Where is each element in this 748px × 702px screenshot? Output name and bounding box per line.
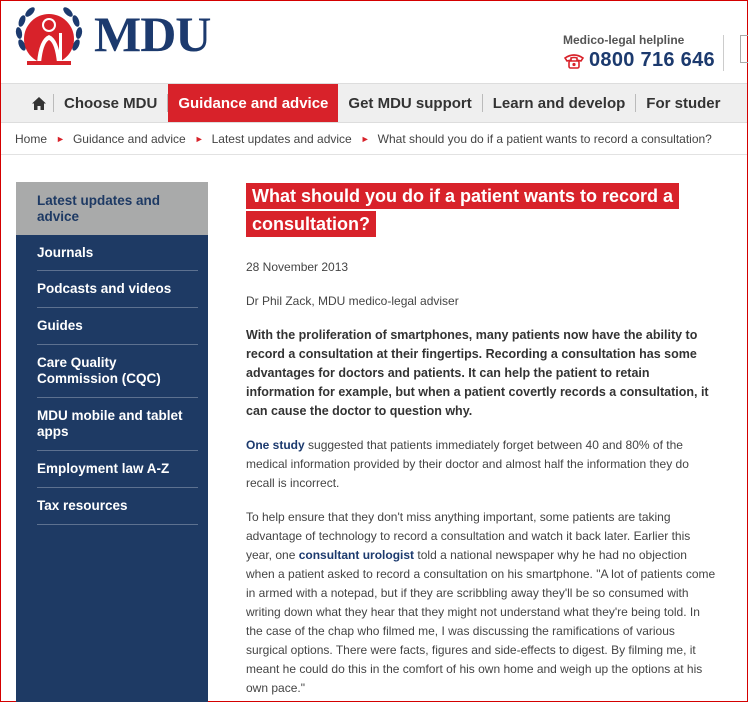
article-lead: With the proliferation of smartphones, many patients now have the ability to record a consultation at their fingertips. Recording a consultation has some advantages for doctors and patients. It can help the patient to retain information for example, but when a patient covertly records a consultation, it can cause the doctor to question why.: [246, 328, 709, 418]
sidebar-item-latest-updates[interactable]: Latest updates and advice: [16, 182, 208, 235]
sidebar: [16, 182, 208, 702]
page-title-line-2: consultation?: [246, 211, 376, 237]
nav-choose-mdu[interactable]: Choose MDU: [54, 94, 168, 112]
breadcrumb-arrow-icon: ►: [194, 133, 204, 144]
helpline: [563, 33, 715, 72]
page-title: [246, 182, 726, 238]
breadcrumb-home[interactable]: Home: [15, 131, 48, 146]
breadcrumb-arrow-icon: ►: [360, 133, 370, 144]
paragraph-2-text-start: To help ensure that they don't miss anything important, some patients are taking advantage of technology to record a consultation and watch it back later. Earlier this year, one: [246, 510, 691, 562]
helpline-label: Medico-legal helpline: [563, 33, 685, 47]
helpline-number[interactable]: 0800 716 646: [589, 49, 715, 71]
breadcrumb: [1, 123, 747, 155]
nav-learn-and-develop[interactable]: Learn and develop: [483, 94, 637, 112]
breadcrumb-guidance[interactable]: Guidance and advice: [72, 131, 186, 146]
one-study-link[interactable]: One study: [246, 438, 305, 452]
helpline-number-row: [563, 49, 715, 72]
paragraph-2-text-end: told a national newspaper why he had no objection when a patient asked to record a consultation on his smartphone. "A lot of patients come in armed with a notepad, but if they are scribbling away they'll be so consumed with writing down what they hear that they might not understand what they're being told. In the case of the chap who filmed me, I was discussing the ramifications of various surgical options. There were facts, figures and side-effects to digest. By filming me, it meant he could do this in the comfort of his own home and weigh up the options at his own pace.": [246, 548, 716, 695]
home-icon: [31, 96, 47, 111]
logo-wordmark[interactable]: MDU: [94, 6, 211, 62]
article-paragraph-1: [246, 436, 716, 493]
sidebar-item-journals[interactable]: Journals: [37, 235, 198, 271]
search-box-edge[interactable]: [740, 35, 748, 63]
sidebar-item-tax-resources[interactable]: Tax resources: [37, 488, 198, 525]
mdu-emblem-icon[interactable]: [13, 5, 85, 69]
consultant-urologist-link[interactable]: consultant urologist: [298, 548, 415, 562]
sidebar-item-guides[interactable]: Guides: [37, 308, 198, 345]
page-title-line-1: What should you do if a patient wants to record a: [246, 183, 679, 209]
nav-for-students[interactable]: For studer: [646, 94, 721, 112]
site-header: [1, 1, 747, 83]
breadcrumb-current-page: What should you do if a patient wants to record a consultation?: [377, 131, 712, 146]
phone-icon: [563, 52, 585, 70]
nav-guidance-and-advice[interactable]: Guidance and advice: [168, 84, 338, 122]
sidebar-item-mobile-apps[interactable]: MDU mobile and tablet apps: [37, 398, 198, 451]
article-author: Dr Phil Zack, MDU medico-legal adviser: [246, 294, 459, 308]
paragraph-1-text: suggested that patients immediately forget between 40 and 80% of the medical information provided by their doctor and almost half the information they do recall is incorrect.: [246, 438, 689, 490]
sidebar-item-employment-law[interactable]: Employment law A-Z: [37, 451, 198, 488]
main-nav: [1, 83, 747, 123]
sidebar-item-cqc[interactable]: Care Quality Commission (CQC): [37, 345, 198, 398]
article-date: 28 November 2013: [246, 260, 349, 274]
breadcrumb-latest-updates[interactable]: Latest updates and advice: [211, 131, 352, 146]
nav-home[interactable]: [1, 94, 54, 112]
header-divider: [723, 35, 724, 71]
nav-get-mdu-support[interactable]: Get MDU support: [338, 94, 482, 112]
breadcrumb-arrow-icon: ►: [56, 133, 65, 144]
sidebar-item-podcasts[interactable]: Podcasts and videos: [37, 271, 198, 308]
article: [246, 182, 726, 695]
article-paragraph-2: [246, 508, 716, 698]
